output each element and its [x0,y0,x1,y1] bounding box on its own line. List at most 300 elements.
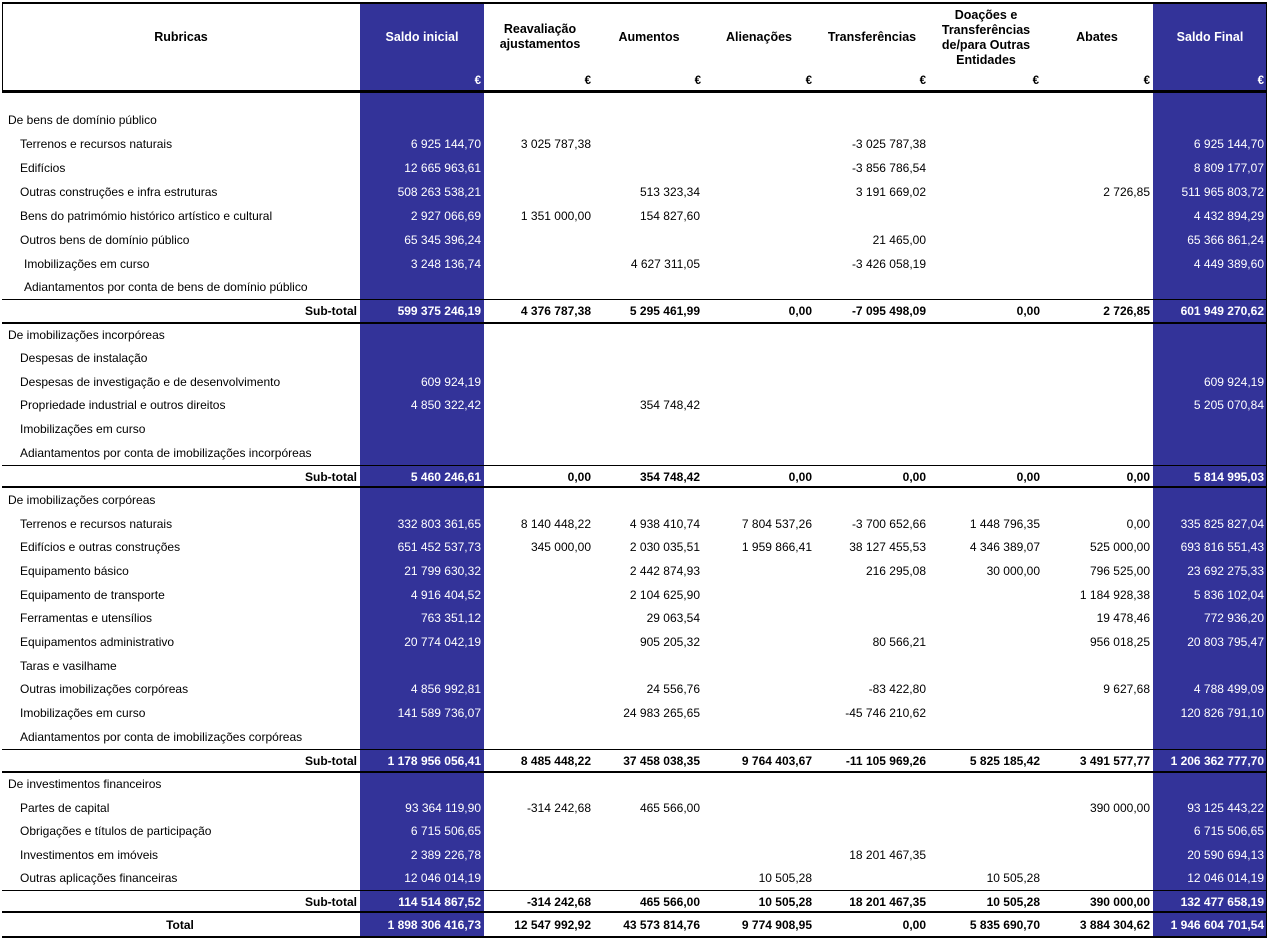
cell-reavaliacao [487,606,591,630]
cell-reavaliacao: -314 242,68 [526,895,591,909]
cell-abates [1042,393,1150,417]
cell-transferencias: -45 746 210,62 [845,706,926,720]
cell-doacoes [928,772,1040,796]
cell-saldo-inicial: 609 924,19 [420,375,481,389]
cell-aumentos [592,725,700,749]
cell-abates [1042,843,1150,867]
currency-alienacoes: € [805,75,812,87]
cell-saldo-inicial [361,441,481,465]
cell-aumentos [592,108,700,132]
cell-saldo-final [1152,275,1264,299]
cell-saldo-inicial: 141 589 736,07 [397,706,481,720]
right-border [1266,2,1267,937]
table-row [0,701,1272,725]
cell-abates [1042,204,1150,228]
cell-alienacoes [702,204,812,228]
table-row [0,180,1272,204]
cell-saldo-final: 601 949 270,62 [1180,304,1264,318]
cell-saldo-inicial: 2 927 066,69 [410,209,481,223]
cell-abates: 525 000,00 [1089,540,1150,554]
cell-transferencias [814,417,926,441]
row-label: Imobilizações em curso [20,422,146,436]
cell-alienacoes [702,583,812,607]
cell-abates [1042,370,1150,394]
cell-doacoes [928,156,1040,180]
row-rule [2,486,1267,488]
cell-alienacoes [702,132,812,156]
cell-aumentos: 2 030 035,51 [629,540,700,554]
cell-saldo-final: 23 692 275,33 [1187,564,1264,578]
cell-aumentos: 513 323,34 [639,185,700,199]
cell-doacoes [928,843,1040,867]
cell-doacoes [928,654,1040,678]
cell-aumentos: 29 063,54 [646,611,700,625]
cell-alienacoes: 7 804 537,26 [741,517,812,531]
cell-transferencias [814,370,926,394]
cell-reavaliacao [487,228,591,252]
cell-saldo-final: 6 925 144,70 [1193,137,1264,151]
section-header-row [0,488,1272,512]
cell-saldo-inicial: 114 514 867,52 [398,895,481,909]
cell-reavaliacao [487,393,591,417]
cell-alienacoes [702,677,812,701]
row-rule [2,465,1267,466]
cell-saldo-final: 20 803 795,47 [1187,635,1264,649]
cell-saldo-final [1152,772,1264,796]
cell-reavaliacao [487,488,591,512]
subtotal-row [0,749,1272,773]
cell-alienacoes [702,630,812,654]
cell-abates [1042,725,1150,749]
cell-aumentos [592,654,700,678]
cell-abates: 9 627,68 [1103,682,1150,696]
cell-reavaliacao [487,275,591,299]
cell-alienacoes [702,180,812,204]
cell-alienacoes [702,441,812,465]
table-row [0,725,1272,749]
row-label: Outros bens de domínio público [20,233,190,247]
cell-reavaliacao [487,843,591,867]
row-label: Imobilizações em curso [24,257,150,271]
row-label: Outras imobilizações corpóreas [20,682,189,696]
table-row [0,606,1272,630]
row-label: Sub-total [305,304,357,318]
cell-saldo-inicial: 651 452 537,73 [397,540,481,554]
currency-reavaliacao: € [584,75,591,87]
cell-saldo-final: 120 826 791,10 [1180,706,1264,720]
cell-doacoes [928,819,1040,843]
cell-aumentos [592,819,700,843]
table-row [0,583,1272,607]
cell-alienacoes [702,393,812,417]
header-transferencias: Transferências [827,29,917,44]
cell-saldo-final: 12 046 014,19 [1187,871,1264,885]
cell-alienacoes [702,701,812,725]
row-label: Total [166,918,194,932]
cell-reavaliacao [487,441,591,465]
section-header-row [0,108,1272,132]
cell-abates [1042,866,1150,890]
cell-alienacoes [702,228,812,252]
row-label: Adiantamentos por conta de imobilizações incorpóreas [20,446,312,460]
table-row [0,417,1272,441]
cell-saldo-inicial: 1 898 306 416,73 [387,918,481,932]
cell-aumentos: 37 458 038,35 [623,754,700,768]
cell-abates: 3 884 304,62 [1079,918,1150,932]
row-label: Edifícios [20,161,66,175]
cell-reavaliacao: 12 547 992,92 [514,918,591,932]
cell-abates: 390 000,00 [1089,895,1150,909]
table-row [0,393,1272,417]
cell-alienacoes [702,417,812,441]
cell-transferencias [814,488,926,512]
cell-transferencias: 80 566,21 [872,635,926,649]
cell-doacoes [928,180,1040,204]
cell-saldo-inicial: 763 351,12 [420,611,481,625]
cell-saldo-inicial: 21 799 630,32 [404,564,481,578]
left-border [2,2,3,92]
row-label: Despesas de instalação [20,351,148,365]
table-row [0,630,1272,654]
cell-alienacoes: 9 774 908,95 [741,918,812,932]
cell-abates [1042,772,1150,796]
cell-doacoes: 10 505,28 [986,895,1040,909]
table-row [0,819,1272,843]
cell-reavaliacao [487,677,591,701]
row-label: Partes de capital [20,801,110,815]
cell-transferencias: 38 127 455,53 [849,540,926,554]
cell-doacoes [928,488,1040,512]
cell-reavaliacao [487,323,591,347]
cell-abates [1042,132,1150,156]
row-label: De investimentos financeiros [8,777,162,791]
cell-saldo-inicial: 12 665 963,61 [404,161,481,175]
header-abates: Abates [1076,29,1118,44]
cell-saldo-final [1152,488,1264,512]
row-rule [2,911,1267,913]
cell-aumentos [592,843,700,867]
cell-abates [1042,701,1150,725]
cell-saldo-final: 65 366 861,24 [1187,233,1264,247]
cell-reavaliacao [487,156,591,180]
cell-reavaliacao: -314 242,68 [526,801,591,815]
cell-transferencias: 216 295,08 [865,564,926,578]
cell-saldo-inicial: 4 916 404,52 [410,588,481,602]
cell-saldo-final: 1 206 362 777,70 [1170,754,1264,768]
cell-aumentos: 354 748,42 [639,398,700,412]
cell-abates [1042,108,1150,132]
table-row [0,866,1272,890]
cell-doacoes [928,583,1040,607]
row-label: Equipamento básico [20,564,129,578]
cell-saldo-final: 335 825 827,04 [1180,517,1264,531]
cell-saldo-final [1152,441,1264,465]
cell-doacoes [928,346,1040,370]
header-rubricas: Rubricas [154,29,208,44]
table-row [0,228,1272,252]
subtotal-row [0,299,1272,323]
cell-saldo-inicial: 2 389 226,78 [410,848,481,862]
table-row [0,132,1272,156]
header-reavaliacao: Reavaliação ajustamentos [499,22,581,51]
row-label: Ferramentas e utensílios [20,611,153,625]
header-alienacoes: Alienações [725,29,792,44]
cell-alienacoes [702,772,812,796]
cell-aumentos: 4 627 311,05 [630,257,700,271]
cell-reavaliacao: 4 376 787,38 [520,304,591,318]
cell-abates [1042,323,1150,347]
cell-transferencias [814,819,926,843]
cell-alienacoes [702,654,812,678]
cell-reavaliacao [487,252,591,276]
cell-doacoes [928,701,1040,725]
cell-doacoes: 10 505,28 [986,871,1040,885]
cell-saldo-inicial [361,275,481,299]
cell-doacoes [928,606,1040,630]
cell-doacoes [928,677,1040,701]
row-label: Sub-total [305,754,357,768]
cell-transferencias: 3 191 669,02 [855,185,926,199]
cell-saldo-inicial: 93 364 119,90 [405,801,481,815]
cell-abates: 796 525,00 [1089,564,1150,578]
cell-reavaliacao: 8 485 448,22 [520,754,591,768]
cell-aumentos [592,323,700,347]
cell-abates: 0,00 [1126,517,1150,531]
row-label: Imobilizações em curso [20,706,146,720]
cell-saldo-inicial [361,323,481,347]
cell-transferencias: -3 025 787,38 [851,137,926,151]
cell-transferencias: 0,00 [902,470,926,484]
table-row [0,559,1272,583]
cell-doacoes [928,275,1040,299]
row-label: Bens do patrimómio histórico artístico e cultural [20,209,273,223]
cell-aumentos [592,228,700,252]
cell-doacoes: 5 835 690,70 [969,918,1040,932]
cell-doacoes [928,630,1040,654]
currency-doacoes: € [1032,75,1039,87]
cell-doacoes [928,323,1040,347]
cell-transferencias [814,393,926,417]
cell-transferencias: -3 426 058,19 [851,257,926,271]
row-rule [2,299,1267,300]
cell-transferencias [814,796,926,820]
cell-reavaliacao: 1 351 000,00 [520,209,591,223]
cell-alienacoes: 9 764 403,67 [741,754,812,768]
cell-saldo-final [1152,346,1264,370]
cell-doacoes [928,204,1040,228]
row-label: Sub-total [305,895,357,909]
cell-reavaliacao [487,108,591,132]
cell-saldo-final: 20 590 694,13 [1187,848,1264,862]
cell-abates [1042,488,1150,512]
cell-alienacoes [702,252,812,276]
cell-alienacoes [702,843,812,867]
cell-aumentos: 465 566,00 [639,895,700,909]
cell-aumentos: 5 295 461,99 [629,304,700,318]
cell-transferencias: 18 201 467,35 [849,895,926,909]
header-aumentos: Aumentos [618,29,680,44]
cell-reavaliacao [487,701,591,725]
total-row [0,913,1272,937]
cell-aumentos [592,370,700,394]
cell-alienacoes: 0,00 [788,304,812,318]
cell-doacoes [928,393,1040,417]
row-label: Outras construções e infra estruturas [20,185,218,199]
cell-doacoes [928,417,1040,441]
cell-saldo-final: 5 205 070,84 [1193,398,1264,412]
cell-doacoes [928,108,1040,132]
cell-transferencias [814,323,926,347]
currency-transferencias: € [919,75,926,87]
row-rule [2,890,1267,891]
cell-saldo-inicial: 6 715 506,65 [410,824,481,838]
cell-aumentos: 905 205,32 [639,635,700,649]
cell-saldo-final [1152,323,1264,347]
cell-abates [1042,252,1150,276]
cell-reavaliacao [487,180,591,204]
cell-transferencias [814,441,926,465]
cell-abates: 2 726,85 [1103,185,1150,199]
cell-saldo-final: 5 836 102,04 [1193,588,1264,602]
cell-aumentos [592,417,700,441]
cell-reavaliacao: 345 000,00 [530,540,591,554]
cell-alienacoes [702,819,812,843]
cell-alienacoes [702,275,812,299]
table-row [0,677,1272,701]
cell-alienacoes [702,108,812,132]
row-label: Outras aplicações financeiras [20,871,178,885]
cell-saldo-final: 8 809 177,07 [1193,161,1264,175]
cell-abates: 390 000,00 [1089,801,1150,815]
header-doacoes: Doações e Transferências de/para Outras Entidades [941,8,1031,67]
cell-alienacoes [702,606,812,630]
cell-transferencias: -3 700 652,66 [851,517,926,531]
cell-transferencias [814,204,926,228]
cell-alienacoes [702,346,812,370]
cell-reavaliacao [487,559,591,583]
cell-saldo-final: 693 816 551,43 [1180,540,1264,554]
cell-saldo-final: 1 946 604 701,54 [1170,918,1264,932]
cell-aumentos [592,132,700,156]
cell-aumentos [592,866,700,890]
section-header-row [0,323,1272,347]
cell-transferencias [814,583,926,607]
table-row [0,252,1272,276]
cell-reavaliacao: 8 140 448,22 [520,517,591,531]
row-label: Terrenos e recursos naturais [20,137,173,151]
cell-transferencias: 21 465,00 [872,233,926,247]
table-row [0,156,1272,180]
cell-doacoes [928,228,1040,252]
cell-doacoes [928,441,1040,465]
cell-saldo-inicial: 4 850 322,42 [410,398,481,412]
cell-alienacoes [702,796,812,820]
cell-doacoes: 5 825 185,42 [969,754,1040,768]
cell-reavaliacao [487,370,591,394]
cell-aumentos [592,346,700,370]
row-label: De bens de domínio público [8,113,157,127]
row-label: Despesas de investigação e de desenvolvimento [20,375,281,389]
cell-abates: 19 478,46 [1096,611,1150,625]
cell-aumentos [592,772,700,796]
cell-alienacoes [702,488,812,512]
cell-reavaliacao [487,654,591,678]
currency-abates: € [1143,75,1150,87]
cell-reavaliacao [487,630,591,654]
cell-alienacoes [702,323,812,347]
cell-transferencias: -3 856 786,54 [851,161,926,175]
table-row [0,843,1272,867]
cell-alienacoes [702,370,812,394]
cell-transferencias [814,654,926,678]
row-label: Investimentos em imóveis [20,848,159,862]
cell-saldo-final: 4 449 389,60 [1193,257,1264,271]
cell-saldo-final [1152,654,1264,678]
cell-doacoes [928,796,1040,820]
cell-saldo-final: 4 432 894,29 [1193,209,1264,223]
cell-aumentos: 43 573 814,76 [623,918,700,932]
cell-transferencias: 18 201 467,35 [849,848,926,862]
cell-abates [1042,346,1150,370]
cell-abates [1042,156,1150,180]
cell-saldo-inicial [361,346,481,370]
cell-abates [1042,417,1150,441]
row-label: Terrenos e recursos naturais [20,517,173,531]
cell-transferencias: 0,00 [902,918,926,932]
row-label: Propriedade industrial e outros direitos [20,398,226,412]
cell-transferencias [814,866,926,890]
cell-alienacoes: 10 505,28 [758,895,812,909]
cell-saldo-final: 6 715 506,65 [1193,824,1264,838]
cell-reavaliacao [487,583,591,607]
table-row [0,441,1272,465]
row-label: Obrigações e títulos de participação [20,824,212,838]
cell-doacoes [928,132,1040,156]
row-label: Equipamentos administrativo [20,635,175,649]
cell-abates [1042,441,1150,465]
cell-alienacoes [702,156,812,180]
cell-saldo-inicial: 3 248 136,74 [410,257,481,271]
cell-saldo-final: 609 924,19 [1203,375,1264,389]
row-rule [2,771,1267,773]
cell-transferencias [814,606,926,630]
header-saldo-final: Saldo Final [1176,29,1244,44]
table-row [0,512,1272,536]
cell-doacoes [928,252,1040,276]
cell-saldo-inicial [361,417,481,441]
cell-abates: 0,00 [1126,470,1150,484]
cell-doacoes: 1 448 796,35 [969,517,1040,531]
cell-transferencias [814,772,926,796]
cell-reavaliacao [487,725,591,749]
cell-saldo-inicial: 508 263 538,21 [397,185,481,199]
cell-saldo-final: 511 965 803,72 [1181,185,1264,199]
cell-saldo-final: 5 814 995,03 [1193,470,1264,484]
cell-saldo-inicial [361,654,481,678]
cell-transferencias [814,725,926,749]
cell-doacoes: 0,00 [1016,470,1040,484]
cell-alienacoes [702,559,812,583]
cell-doacoes: 0,00 [1016,304,1040,318]
cell-aumentos [592,488,700,512]
cell-abates: 1 184 928,38 [1079,588,1150,602]
cell-saldo-inicial [361,108,481,132]
currency-aumentos: € [694,75,701,87]
cell-saldo-inicial: 65 345 396,24 [404,233,481,247]
cell-alienacoes: 0,00 [788,470,812,484]
cell-saldo-final [1152,108,1264,132]
cell-transferencias: -7 095 498,09 [851,304,926,318]
